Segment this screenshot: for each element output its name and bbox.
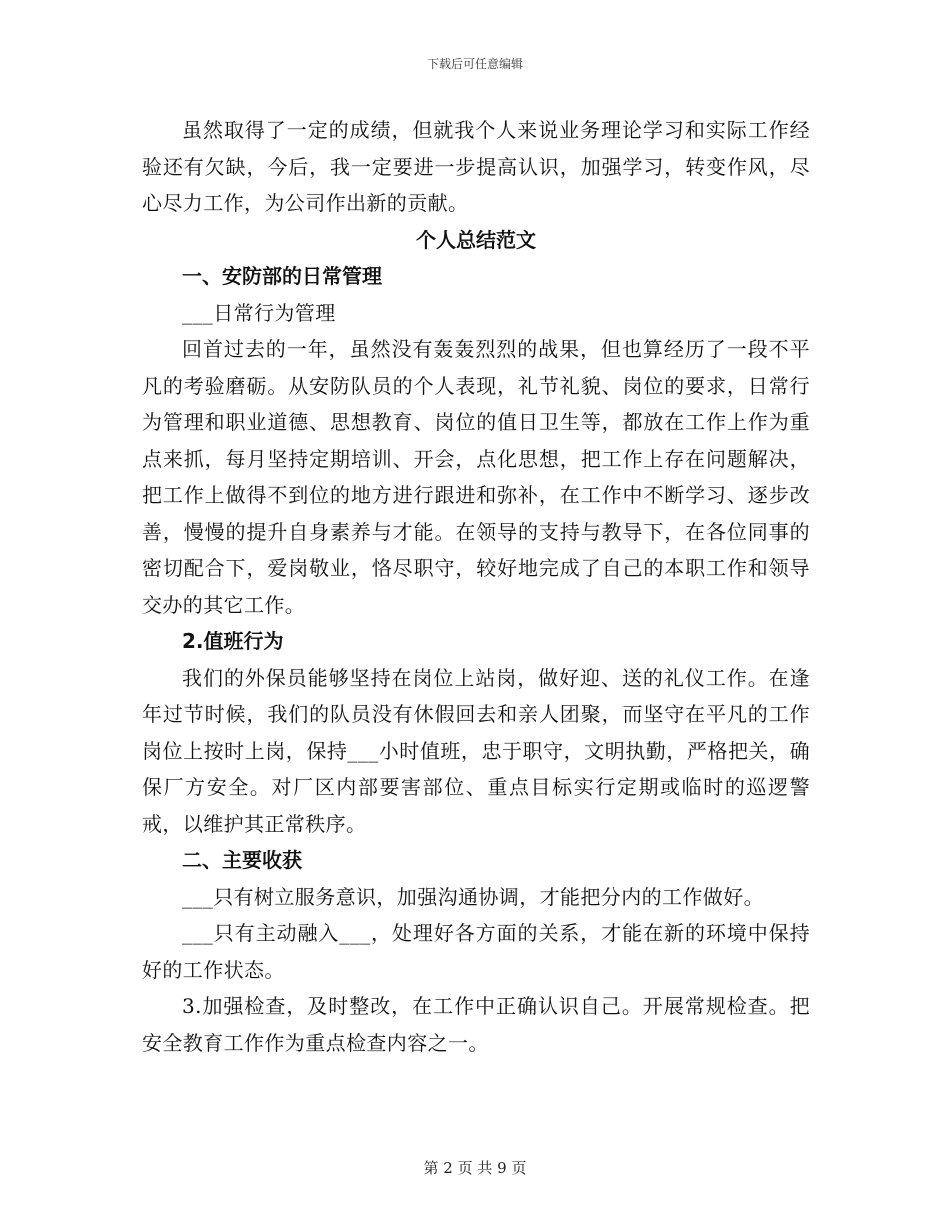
document-body [142, 112, 810, 1061]
sub2-heading: 2.值班行为 [182, 629, 284, 653]
page-header: 下载后可任意编辑 [426, 57, 523, 71]
section1-heading: 一、安防部的日常管理 [182, 264, 382, 288]
page-footer: 第 2 页 共 9 页 [423, 1159, 527, 1177]
section2-heading: 二、主要收获 [182, 848, 302, 872]
document-title: 个人总结范文 [416, 227, 536, 252]
sub1-heading: ___日常行为管理 [182, 300, 336, 325]
gain1-paragraph: ___只有树立服务意识，加强沟通协调，才能把分内的工作做好。 [182, 884, 764, 909]
sub2-paragraph: 我们的外保员能够坚持在岗位上站岗，做好迎、送的礼仪工作。在逢年过节时候，我们的队员没有休假回去和亲人团聚，而坚守在平凡的工作岗位上按时上岗，保持___小时值班，忠于职守，文明执勤，严格把关，确保厂方安全。对厂区内部要害部位、重点目标实行定期或临时的巡逻警戒，以维护其正常秩序。 [142, 665, 810, 836]
gain3-paragraph: 3.加强检查，及时整改，在工作中正确认识自己。开展常规检查。把安全教育工作作为重点检查内容之一。 [142, 994, 810, 1055]
intro-paragraph: 虽然取得了一定的成绩，但就我个人来说业务理论学习和实际工作经验还有欠缺，今后，我一定要进一步提高认识，加强学习，转变作风，尽心尽力工作，为公司作出新的贡献。 [142, 118, 810, 215]
gain2-paragraph: ___只有主动融入___，处理好各方面的关系，才能在新的环境中保持好的工作状态。 [142, 921, 810, 982]
sub1-paragraph: 回首过去的一年，虽然没有轰轰烈烈的战果，但也算经历了一段不平凡的考验磨砺。从安防队员的个人表现，礼节礼貌、岗位的要求，日常行为管理和职业道德、思想教育、岗位的值日卫生等，都放在工作上作为重点来抓，每月坚持定期培训、开会，点化思想，把工作上存在问题解决，把工作上做得不到位的地方进行跟进和弥补，在工作中不断学习、逐步改善，慢慢的提升自身素养与才能。在领导的支持与教导下，在各位同事的密切配合下，爱岗敬业，恪尽职守，较好地完成了自己的本职工作和领导交办的其它工作。 [142, 337, 810, 617]
